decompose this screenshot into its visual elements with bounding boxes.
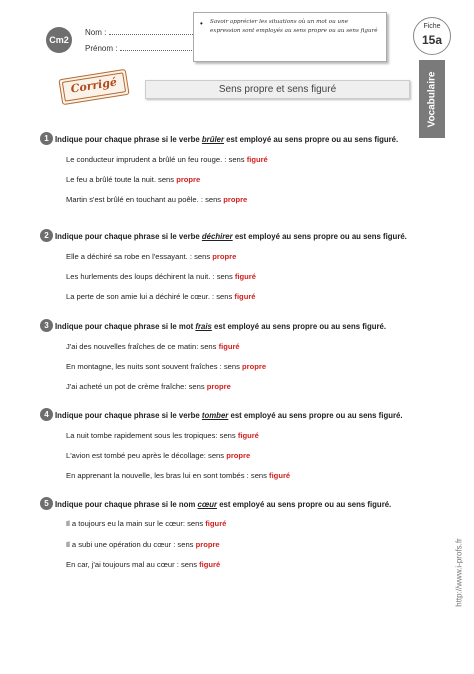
- instruction-text: Indique pour chaque phrase si le nom: [55, 500, 198, 509]
- firstname-label: Prénom :: [85, 44, 118, 53]
- exercise-3-sentence-3: [66, 382, 231, 391]
- name-dotted-line[interactable]: [109, 27, 205, 35]
- instruction-text: est employé au sens propre ou au sens figuré.: [224, 135, 399, 144]
- instruction-text: est employé au sens propre ou au sens figuré.: [232, 232, 407, 241]
- sentence-text: La perte de son amie lui a déchiré le cœur. : sens: [66, 292, 235, 301]
- firstname-field[interactable]: [85, 43, 206, 53]
- stamp-word: Corrigé: [69, 75, 118, 96]
- instruction-text: Indique pour chaque phrase si le mot: [55, 322, 196, 331]
- sentence-text: En car, j'ai toujours mal au cœur : sens: [66, 560, 200, 569]
- exercise-4-sentence-3: [66, 471, 290, 480]
- answer-text: propre: [176, 175, 201, 184]
- sentence-text: Martin s'est brûlé en touchant au poêle. : sens: [66, 195, 224, 204]
- sentence-text: Elle a déchiré sa robe en l'essayant. : sens: [66, 252, 213, 261]
- exercise-2-sentence-1: [66, 252, 236, 261]
- answer-text: propre: [223, 195, 248, 204]
- level-text: Cm2: [49, 35, 69, 45]
- objective-bullet: •: [200, 19, 203, 28]
- exercise-5-sentence-1: [66, 519, 226, 528]
- fiche-label: Fiche: [423, 23, 441, 30]
- name-field[interactable]: [85, 27, 205, 37]
- sentence-text: Il a toujours eu la main sur le cœur: sens: [66, 519, 206, 528]
- answer-text: figuré: [234, 272, 256, 281]
- exercise-4-number: [40, 408, 53, 421]
- answer-text: propre: [226, 451, 251, 460]
- exercise-4-sentence-2: [66, 451, 250, 460]
- instruction-keyword: frais: [195, 322, 212, 331]
- category-tab: [419, 60, 445, 138]
- fiche-number: 15a: [421, 33, 443, 47]
- sentence-text: En montagne, les nuits sont souvent fraîches : sens: [66, 362, 243, 371]
- objective-box: [193, 12, 387, 62]
- answer-text: figuré: [237, 431, 259, 440]
- answer-text: propre: [242, 362, 267, 371]
- exercise-5-sentence-3: [66, 560, 220, 569]
- answer-text: figuré: [199, 560, 221, 569]
- instruction-keyword: brûler: [201, 135, 224, 144]
- instruction-text: est employé au sens propre ou au sens figuré.: [211, 322, 387, 331]
- exercise-5-sentence-2: [66, 540, 220, 549]
- sentence-text: En apprenant la nouvelle, les bras lui en sont tombés : sens: [66, 471, 270, 480]
- instruction-keyword: tomber: [201, 411, 229, 420]
- fiche-circle: [413, 17, 451, 55]
- exercise-5-instruction: [55, 500, 391, 509]
- exercise-1-sentence-2: [66, 175, 200, 184]
- exercise-5-number: [40, 497, 53, 510]
- sentence-text: Le conducteur imprudent a brûlé un feu rouge. : sens: [66, 155, 247, 164]
- exercise-number-text: 5: [44, 499, 49, 508]
- answer-text: figuré: [246, 155, 268, 164]
- instruction-keyword: déchirer: [201, 232, 233, 241]
- answer-text: figuré: [218, 342, 240, 351]
- answer-text: figuré: [234, 292, 256, 301]
- page-title: Sens propre et sens figuré: [145, 80, 410, 99]
- exercise-2-sentence-2: [66, 272, 256, 281]
- exercise-number-text: 2: [44, 231, 49, 240]
- answer-text: figuré: [269, 471, 291, 480]
- instruction-text: est employé au sens propre ou au sens figuré.: [228, 411, 403, 420]
- instruction-text: Indique pour chaque phrase si le verbe: [55, 232, 202, 241]
- instruction-text: Indique pour chaque phrase si le verbe: [55, 411, 202, 420]
- instruction-text: Indique pour chaque phrase si le verbe: [55, 135, 202, 144]
- sentence-text: J'ai des nouvelles fraîches de ce matin: sens: [66, 342, 219, 351]
- exercise-number-text: 4: [44, 410, 49, 419]
- site-url[interactable]: [452, 520, 464, 630]
- exercise-3-sentence-1: [66, 342, 240, 351]
- instruction-keyword: cœur: [197, 500, 218, 509]
- exercise-number-text: 1: [44, 134, 49, 143]
- category-label: Vocabulaire: [426, 71, 438, 127]
- exercise-1-sentence-3: [66, 195, 247, 204]
- sentence-text: L'avion est tombé peu après le décollage: sens: [66, 451, 227, 460]
- exercise-3-instruction: [55, 322, 386, 331]
- objective-text: Savoir apprécier les situations où un mot ou une expression sont employés au sens propre ou au sens figuré: [210, 19, 378, 34]
- answer-text: figuré: [205, 519, 227, 528]
- exercise-1-sentence-1: [66, 155, 268, 164]
- exercise-4-instruction: [55, 411, 403, 420]
- exercise-3-sentence-2: [66, 362, 266, 371]
- sentence-text: J'ai acheté un pot de crème fraîche: sens: [66, 382, 207, 391]
- level-badge: [46, 27, 72, 53]
- corrige-stamp: [58, 69, 129, 105]
- instruction-text: est employé au sens propre ou au sens figuré.: [217, 500, 392, 509]
- exercise-number-text: 3: [44, 321, 49, 330]
- exercise-1-number: [40, 132, 53, 145]
- answer-text: propre: [206, 382, 231, 391]
- name-label: Nom :: [85, 28, 107, 37]
- exercise-1-instruction: [55, 135, 398, 144]
- answer-text: propre: [195, 540, 220, 549]
- site-url-text[interactable]: http://www.i-profs.fr: [454, 538, 464, 607]
- answer-text: propre: [212, 252, 237, 261]
- sentence-text: Le feu a brûlé toute la nuit. sens: [66, 175, 177, 184]
- sentence-text: La nuit tombe rapidement sous les tropiques: sens: [66, 431, 238, 440]
- exercise-2-number: [40, 229, 53, 242]
- sentence-text: Les hurlements des loups déchirent la nuit. : sens: [66, 272, 235, 281]
- exercise-2-instruction: [55, 232, 407, 241]
- exercise-3-number: [40, 319, 53, 332]
- sentence-text: Il a subi une opération du cœur : sens: [66, 540, 196, 549]
- exercise-2-sentence-3: [66, 292, 256, 301]
- exercise-4-sentence-1: [66, 431, 259, 440]
